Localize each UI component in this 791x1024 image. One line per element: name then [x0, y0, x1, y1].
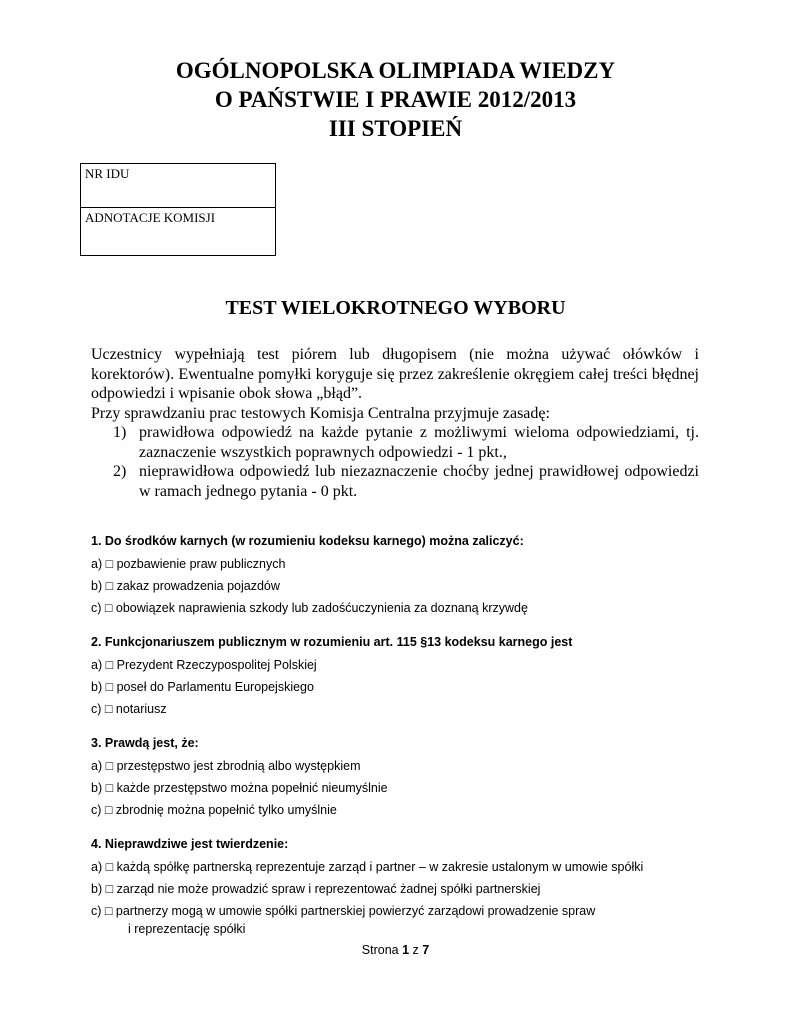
title-line-1: OGÓLNOPOLSKA OLIMPIADA WIEDZY — [175, 58, 616, 83]
question-text: 4. Nieprawdziwe jest twierdzenie: — [91, 837, 289, 851]
nr-idu-field — [81, 164, 275, 208]
answer-option[interactable]: b) □ każde przestępstwo można popełnić nieumyślnie — [91, 781, 388, 795]
title-line-2: O PAŃSTWIE I PRAWIE 2012/2013 — [214, 87, 577, 112]
answer-option[interactable]: b) □ zarząd nie może prowadzić spraw i reprezentować żadnej spółki partnerskiej — [91, 882, 541, 896]
rule-number: 1) — [113, 424, 127, 441]
answer-option[interactable]: c) □ partnerzy mogą w umowie spółki partnerskiej powierzyć zarządowi prowadzenie spraw — [91, 904, 596, 918]
page-current: 1 — [402, 943, 410, 957]
instructions-paragraph-1: Uczestnicy wypełniają test piórem lub długopisem (nie można używać ołówków i korektorów). Ewentualne pomyłki koryguje się przez zakreślenie okręgiem całej treści błędnej odpowiedzi i wpisanie obok słowa „błąd”. — [91, 346, 699, 402]
instructions — [91, 345, 699, 501]
page-label: Strona — [361, 943, 399, 957]
annotations-label: ADNOTACJE KOMISJI — [85, 210, 216, 225]
question-4 — [91, 834, 711, 944]
rule-text: prawidłowa odpowiedź na każde pytanie z możliwymi wieloma odpowiedziami, tj. zaznaczenie wszystkich poprawnych odpowiedzi - 1 pkt., — [139, 424, 699, 461]
rule-item — [91, 423, 699, 462]
answer-option[interactable]: b) □ poseł do Parlamentu Europejskiego — [91, 680, 314, 694]
answer-option[interactable]: b) □ zakaz prowadzenia pojazdów — [91, 579, 280, 593]
question-text: 3. Prawdą jest, że: — [91, 736, 199, 750]
instructions-paragraph-2: Przy sprawdzaniu prac testowych Komisja Centralna przyjmuje zasadę: — [91, 404, 550, 422]
question-1 — [91, 531, 711, 619]
rule-text: nieprawidłowa odpowiedź lub niezaznaczenie choćby jednej prawidłowej odpowiedzi w ramach jednego pytania - 0 pkt. — [139, 463, 699, 500]
title-line-3: III STOPIEŃ — [328, 116, 463, 141]
questions-list — [91, 531, 711, 957]
question-2 — [91, 632, 711, 720]
rules-list — [91, 423, 699, 501]
answer-option[interactable]: a) □ Prezydent Rzeczypospolitej Polskiej — [91, 658, 317, 672]
page-total: 7 — [422, 943, 430, 957]
nr-idu-label: NR IDU — [85, 166, 130, 181]
page-footer — [0, 943, 791, 957]
answer-option[interactable]: a) □ przestępstwo jest zbrodnią albo występkiem — [91, 759, 361, 773]
answer-option[interactable]: c) □ zbrodnię można popełnić tylko umyślnie — [91, 803, 337, 817]
annotations-field — [81, 208, 275, 228]
id-box — [80, 163, 276, 256]
answer-option[interactable]: c) □ notariusz — [91, 702, 167, 716]
question-text: 2. Funkcjonariuszem publicznym w rozumieniu art. 115 §13 kodeksu karnego jest — [91, 635, 573, 649]
answer-option[interactable]: a) □ pozbawienie praw publicznych — [91, 557, 286, 571]
question-text: 1. Do środków karnych (w rozumieniu kodeksu karnego) można zaliczyć: — [91, 534, 524, 548]
test-title: TEST WIELOKROTNEGO WYBORU — [225, 297, 566, 319]
answer-option[interactable]: a) □ każdą spółkę partnerską reprezentuje zarząd i partner – w zakresie ustalonym w umowie spółki — [91, 860, 644, 874]
question-3 — [91, 733, 711, 821]
rule-number: 2) — [113, 463, 127, 480]
answer-option[interactable]: c) □ obowiązek naprawienia szkody lub zadośćuczynienia za doznaną krzywdę — [91, 601, 528, 615]
page-separator: z — [412, 943, 419, 957]
rule-item — [91, 462, 699, 501]
answer-option-continuation: i reprezentację spółki — [128, 922, 246, 936]
page-title — [0, 56, 791, 143]
